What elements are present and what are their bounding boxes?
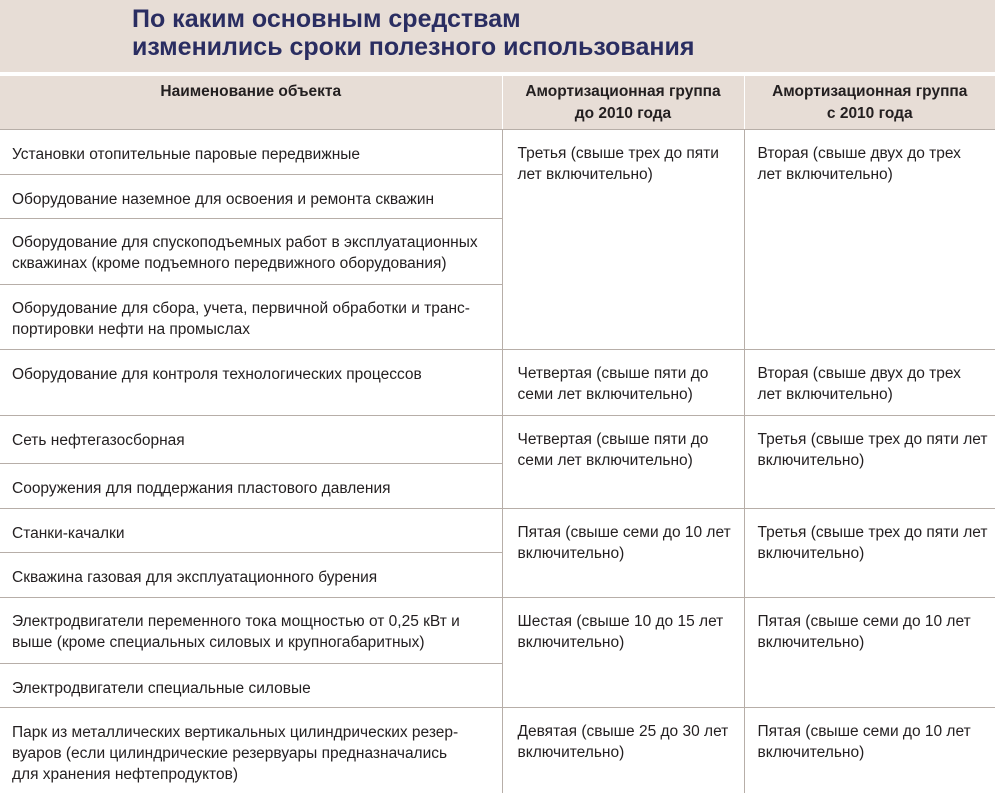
group-before-line-1: Третья (свыше трех до пяти — [517, 144, 719, 162]
object-name — [12, 708, 496, 785]
group-before-line-2: включительно) — [517, 544, 625, 562]
object-name: Оборудование для контроля технологических процессов — [12, 365, 422, 383]
group-after-line-2: лет включительно) — [757, 165, 893, 183]
group-before-line-1: Пятая (свыше семи до 10 лет — [517, 523, 731, 541]
header-before-line-1: Амортизационная группа — [525, 83, 721, 100]
object-name — [12, 219, 496, 274]
object-name-cell — [0, 174, 502, 218]
group-before-cell — [502, 597, 744, 707]
object-name-line-2: выше (кроме специальных силовых и крупногабаритных) — [12, 633, 425, 651]
table-row — [0, 597, 995, 663]
object-name-cell — [0, 508, 502, 552]
group-after-line-2: включительно) — [757, 544, 865, 562]
object-name: Электродвигатели специальные силовые — [12, 679, 311, 697]
group-before-line-2: семи лет включительно) — [517, 385, 693, 403]
group-after-line-1: Третья (свыше трех до пяти лет — [757, 523, 988, 541]
object-name: Скважина газовая для эксплуатационного бурения — [12, 568, 378, 586]
group-before-cell — [502, 349, 744, 415]
object-name-line-1: Электродвигатели переменного тока мощностью от 0,25 кВт и — [12, 612, 460, 630]
object-name-line-1: Оборудование для спускоподъемных работ в эксплуатационных — [12, 233, 478, 251]
group-after-line-1: Третья (свыше трех до пяти лет — [757, 430, 988, 448]
object-name-cell — [0, 349, 502, 415]
group-before-line-1: Четвертая (свыше пяти до — [517, 364, 709, 382]
depreciation-table — [0, 76, 995, 793]
group-after-cell — [744, 508, 995, 597]
group-after-line-1: Пятая (свыше семи до 10 лет — [757, 612, 971, 630]
group-after-cell — [744, 707, 995, 793]
object-name-cell — [0, 463, 502, 508]
group-before-cell — [502, 129, 744, 349]
table-row — [0, 349, 995, 415]
object-name: Сооружения для поддержания пластового давления — [12, 479, 391, 497]
object-name: Оборудование наземное для освоения и ремонта скважин — [12, 190, 435, 208]
object-name: Установки отопительные паровые передвижные — [12, 145, 361, 163]
page-title-line-1: По каким основным средствам — [132, 5, 521, 33]
object-name-line-2: скважинах (кроме подъемного передвижного оборудования) — [12, 254, 447, 272]
object-name-cell — [0, 663, 502, 707]
group-after-line-2: включительно) — [757, 743, 865, 761]
group-after-line-2: включительно) — [757, 451, 865, 469]
table-row — [0, 129, 995, 174]
object-name-line-1: Оборудование для сбора, учета, первичной обработки и транс- — [12, 299, 470, 317]
object-name-cell — [0, 415, 502, 463]
object-name-line-2: портировки нефти на промыслах — [12, 320, 251, 338]
object-name-cell — [0, 218, 502, 284]
header-group-before-2010 — [502, 76, 744, 129]
object-name: Станки-качалки — [12, 524, 125, 542]
object-name-cell — [0, 597, 502, 663]
object-name-line-2: вуаров (если цилиндрические резервуары предназначались — [12, 744, 448, 762]
group-after-cell — [744, 349, 995, 415]
group-before-cell — [502, 508, 744, 597]
header-object-name — [0, 76, 502, 129]
group-after-cell — [744, 129, 995, 349]
header-before-line-2: до 2010 года — [574, 105, 672, 122]
header-after-line-1: Амортизационная группа — [772, 83, 968, 100]
header-after-line-2: с 2010 года — [826, 105, 913, 122]
group-before-line-1: Девятая (свыше 25 до 30 лет — [517, 722, 729, 740]
group-after-line-1: Пятая (свыше семи до 10 лет — [757, 722, 971, 740]
object-name-cell — [0, 284, 502, 349]
object-name-cell — [0, 552, 502, 597]
group-before-line-2: включительно) — [517, 743, 625, 761]
group-before-cell — [502, 415, 744, 508]
group-before-line-1: Шестая (свыше 10 до 15 лет — [517, 612, 724, 630]
object-name-cell — [0, 129, 502, 174]
group-before-line-1: Четвертая (свыше пяти до — [517, 430, 709, 448]
group-after-cell — [744, 597, 995, 707]
group-before-line-2: включительно) — [517, 633, 625, 651]
group-after-line-2: лет включительно) — [757, 385, 893, 403]
object-name: Сеть нефтегазосборная — [12, 431, 185, 449]
object-name — [12, 598, 496, 653]
group-before-line-2: семи лет включительно) — [517, 451, 693, 469]
table-row — [0, 415, 995, 463]
group-after-cell — [744, 415, 995, 508]
header-object-name-text: Наименование объекта — [160, 83, 342, 100]
object-name-line-1: Парк из металлических вертикальных цилиндрических резер- — [12, 723, 459, 741]
page-title-line-2: изменились сроки полезного использования — [132, 33, 695, 61]
object-name-cell — [0, 707, 502, 793]
object-name — [12, 285, 496, 340]
group-after-line-1: Вторая (свыше двух до трех — [757, 144, 961, 162]
header-group-since-2010 — [744, 76, 995, 129]
table-header-row — [0, 76, 995, 129]
group-after-line-1: Вторая (свыше двух до трех — [757, 364, 961, 382]
table-row — [0, 508, 995, 552]
table-row — [0, 707, 995, 793]
group-after-line-2: включительно) — [757, 633, 865, 651]
group-before-line-2: лет включительно) — [517, 165, 653, 183]
title-band — [0, 0, 995, 72]
group-before-cell — [502, 707, 744, 793]
object-name-line-3: для хранения нефтепродуктов) — [12, 765, 238, 783]
